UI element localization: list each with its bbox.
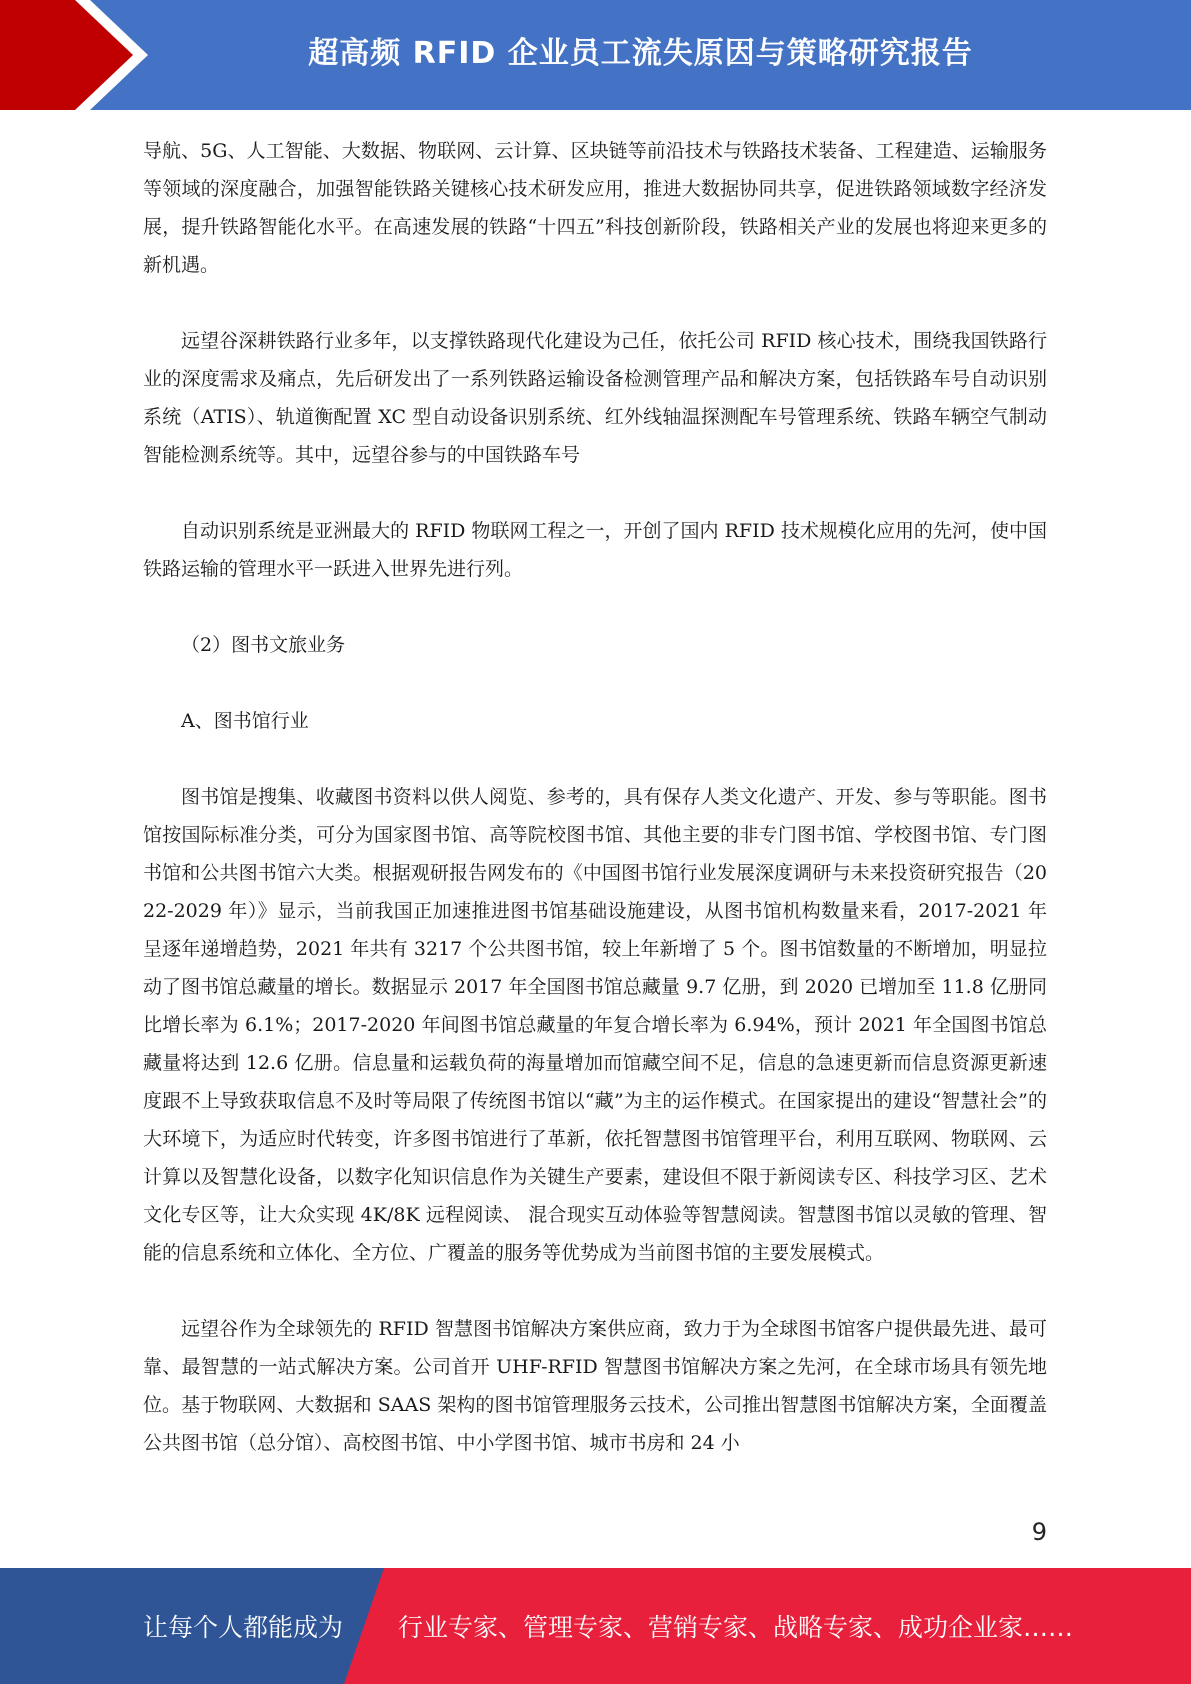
footer-slogan-left: 让每个人都能成为 [143, 1613, 344, 1642]
section-heading-library-business: （2）图书文旅业务 [181, 634, 346, 656]
subsection-heading-library-industry: A、图书馆行业 [181, 710, 309, 732]
report-title: 超高频 RFID 企业员工流失原因与策略研究报告 [308, 36, 973, 71]
arrow-red-shape [0, 0, 133, 110]
page-footer [0, 1568, 1191, 1684]
page-number: 9 [1031, 1518, 1047, 1546]
body-content [143, 132, 1047, 1462]
paragraph-library-solution: 远望谷作为全球领先的 RFID 智慧图书馆解决方案供应商，致力于为全球图书馆客户提供最先进、最可靠、最智慧的一站式解决方案。公司首开 UHF-RFID 智慧图书馆解决方案之先河，在全球市场具有领先地位。基于物联网、大数据和 SAAS 架构的图书馆管理服务云技术，公司推出智慧图书馆解决方案，全面覆盖公共图书馆（总分馆）、高校图书馆、中小学图书馆、城市书房和 24 小 [143, 1318, 1047, 1454]
page-header [0, 0, 1191, 110]
paragraph-railway-tech: 导航、5G、人工智能、大数据、物联网、云计算、区块链等前沿技术与铁路技术装备、工程建造、运输服务等领域的深度融合，加强智能铁路关键核心技术研发应用，推进大数据协同共享，促进铁路领域数字经济发展，提升铁路智能化水平。在高速发展的铁路“十四五”科技创新阶段，铁路相关产业的发展也将迎来更多的新机遇。 [143, 140, 1047, 276]
paragraph-railway-system: 自动识别系统是亚洲最大的 RFID 物联网工程之一，开创了国内 RFID 技术规模化应用的先河，使中国铁路运输的管理水平一跃进入世界先进行列。 [143, 520, 1047, 580]
footer-slogan-right: 行业专家、管理专家、营销专家、战略专家、成功企业家…… [398, 1613, 1074, 1642]
paragraph-library-industry: 图书馆是搜集、收藏图书资料以供人阅览、参考的，具有保存人类文化遗产、开发、参与等职能。图书馆按国际标准分类，可分为国家图书馆、高等院校图书馆、其他主要的非专门图书馆、学校图书馆、专门图书馆和公共图书馆六大类。根据观研报告网发布的《中国图书馆行业发展深度调研与未来投资研究报告（2022-2029 年）》显示，当前我国正加速推进图书馆基础设施建设，从图书馆机构数量来看，2017-2021 年呈逐年递增趋势，2021 年共有 3217 个公共图书馆，较上年新增了 5 个。图书馆数量的不断增加，明显拉动了图书馆总藏量的增长。数据显示 2017 年全国图书馆总藏量 9.7 亿册，到 2020 已增加至 11.8 亿册同比增长率为 6.1%；2017-2020 年间图书馆总藏量的年复合增长率为 6.94%，预计 2021 年全国图书馆总藏量将达到 12.6 亿册。信息量和运载负荷的海量增加而馆藏空间不足，信息的急速更新而信息资源更新速度跟不上导致获取信息不及时等局限了传统图书馆以“藏”为主的运作模式。在国家提出的建设“智慧社会”的大环境下，为适应时代转变，许多图书馆进行了革新，依托智慧图书馆管理平台，利用互联网、物联网、云计算以及智慧化设备，以数字化知识信息作为关键生产要素，建设但不限于新阅读专区、科技学习区、艺术文化专区等，让大众实现 4K/8K 远程阅读、 混合现实互动体验等智慧阅读。智慧图书馆以灵敏的管理、智能的信息系统和立体化、全方位、广覆盖的服务等优势成为当前图书馆的主要发展模式。 [143, 786, 1047, 1264]
paragraph-railway-company: 远望谷深耕铁路行业多年，以支撑铁路现代化建设为己任，依托公司 RFID 核心技术，围绕我国铁路行业的深度需求及痛点，先后研发出了一系列铁路运输设备检测管理产品和解决方案，包括铁路车号自动识别系统（ATIS）、轨道衡配置 XC 型自动设备识别系统、红外线轴温探测配车号管理系统、铁路车辆空气制动智能检测系统等。其中，远望谷参与的中国铁路车号 [143, 330, 1047, 466]
